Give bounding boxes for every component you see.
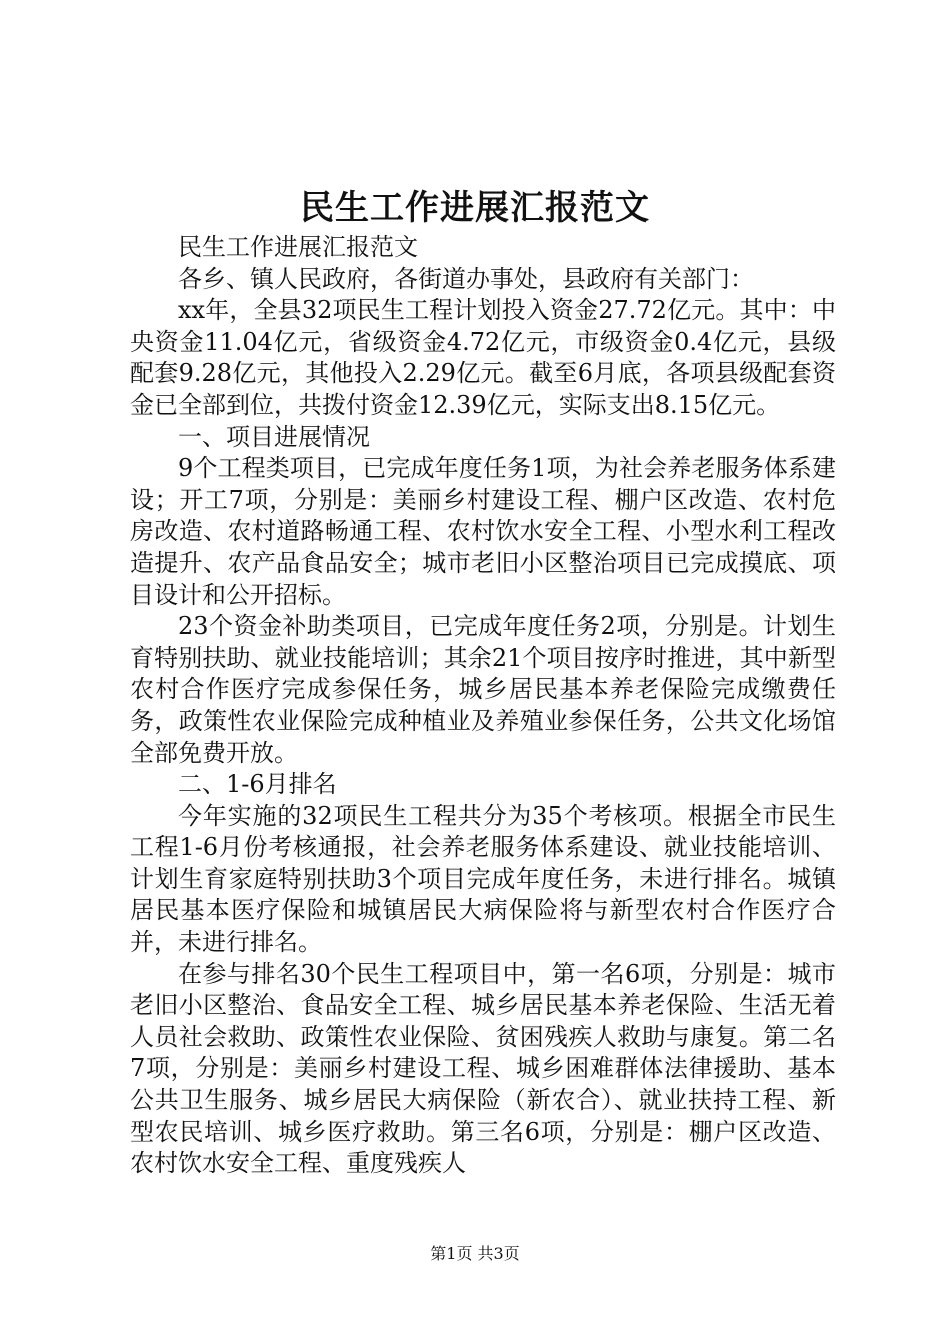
document-body	[130, 232, 836, 1180]
body-paragraph: xx年，全县32项民生工程计划投入资金27.72亿元。其中：中央资金11.04亿元，省级资金4.72亿元，市级资金0.4亿元，县级配套9.28亿元，其他投入2.29亿元。截至6月底，各项县级配套资金已全部到位，共拨付资金12.39亿元，实际支出8.15亿元。	[130, 296, 836, 419]
document-title: 民生工作进展汇报范文	[300, 188, 650, 228]
page-footer: 第1页 共3页	[430, 1244, 520, 1263]
body-paragraph: 在参与排名30个民生工程项目中，第一名6项，分别是：城市老旧小区整治、食品安全工程、城乡居民基本养老保险、生活无着人员社会救助、政策性农业保险、贫困残疾人救助与康复。第二名7项，分别是：美丽乡村建设工程、城乡困难群体法律援助、基本公共卫生服务、城乡居民大病保险（新农合）、就业扶持工程、新型农民培训、城乡医疗救助。第三名6项，分别是：棚户区改造、农村饮水安全工程、重度残疾人	[130, 959, 836, 1178]
body-paragraph: 民生工作进展汇报范文	[178, 233, 418, 261]
body-paragraph: 各乡、镇人民政府，各街道办事处，县政府有关部门：	[178, 264, 754, 293]
body-paragraph: 23个资金补助类项目，已完成年度任务2项，分别是。计划生育特别扶助、就业技能培训；其余21个项目按序时推进，其中新型农村合作医疗完成参保任务，城乡居民基本养老保险完成缴费任务，政策性农业保险完成种植业及养殖业参保任务，公共文化场馆全部免费开放。	[130, 612, 836, 767]
section-heading: 一、项目进展情况	[178, 422, 370, 451]
section-heading: 二、1-6月排名	[178, 770, 337, 799]
body-paragraph: 9个工程类项目，已完成年度任务1项，为社会养老服务体系建设；开工7项，分别是：美丽乡村建设工程、棚户区改造、农村危房改造、农村道路畅通工程、农村饮水安全工程、小型水利工程改造提升、农产品食品安全；城市老旧小区整治项目已完成摸底、项目设计和公开招标。	[130, 454, 836, 609]
body-paragraph: 今年实施的32项民生工程共分为35个考核项。根据全市民生工程1-6月份考核通报，社会养老服务体系建设、就业技能培训、计划生育家庭特别扶助3个项目完成年度任务，未进行排名。城镇居民基本医疗保险和城镇居民大病保险将与新型农村合作医疗合并，未进行排名。	[130, 801, 836, 957]
